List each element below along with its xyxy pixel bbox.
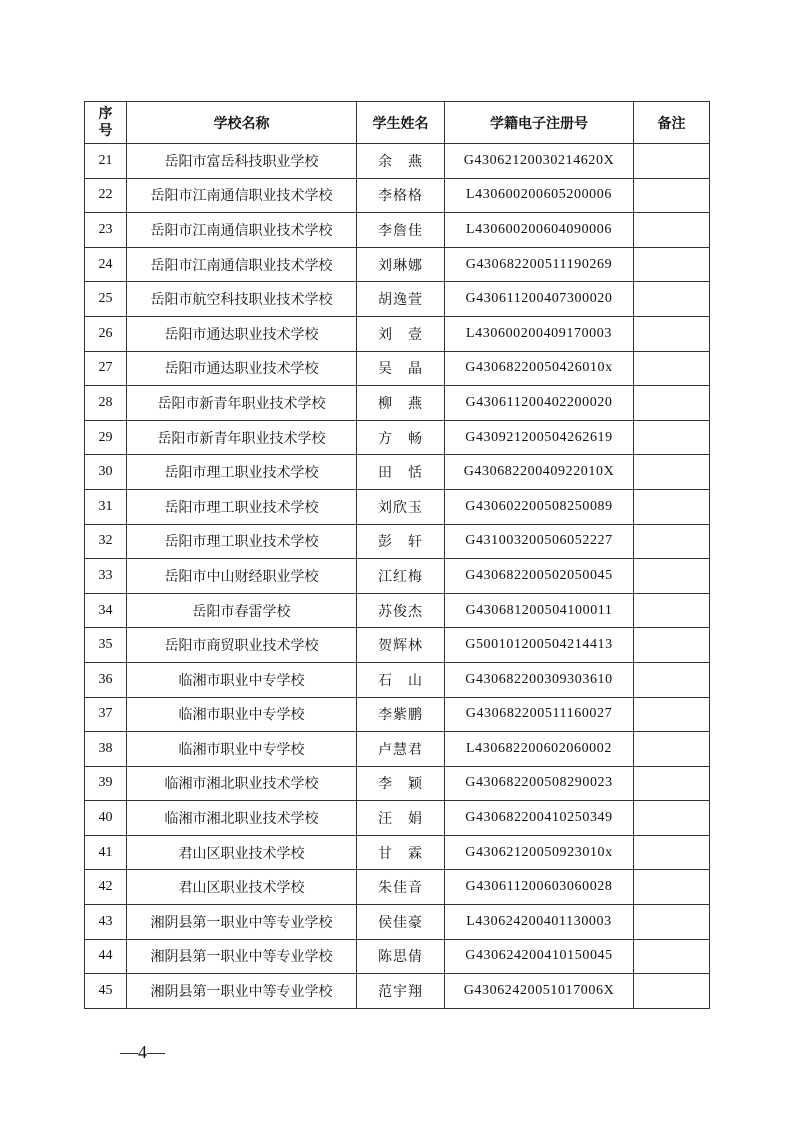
- table-body: [85, 144, 710, 1009]
- cell-school: 岳阳市新青年职业技术学校: [127, 420, 357, 455]
- cell-student-name: 侯佳豪: [357, 905, 445, 940]
- cell-student-name: 刘 壹: [357, 316, 445, 351]
- table-row: [85, 282, 710, 317]
- cell-registration-number: G430921200504262619: [445, 420, 634, 455]
- cell-seq: 25: [85, 282, 127, 317]
- table-row: [85, 213, 710, 248]
- cell-registration-number: G430682200511160027: [445, 697, 634, 732]
- cell-registration-number: G43068220040922010X: [445, 455, 634, 490]
- cell-student-name: 刘琳娜: [357, 247, 445, 282]
- cell-registration-number: G430682200410250349: [445, 801, 634, 836]
- page-number: —4—: [120, 1042, 165, 1062]
- cell-registration-number: G43068220050426010x: [445, 351, 634, 386]
- header-seq: [85, 102, 127, 144]
- cell-school: 岳阳市江南通信职业技术学校: [127, 213, 357, 248]
- cell-seq: 29: [85, 420, 127, 455]
- cell-student-name: 苏俊杰: [357, 593, 445, 628]
- cell-seq: 27: [85, 351, 127, 386]
- cell-seq: 21: [85, 144, 127, 179]
- cell-remark: [634, 905, 710, 940]
- cell-student-name: 李詹佳: [357, 213, 445, 248]
- table-row: [85, 697, 710, 732]
- cell-remark: [634, 455, 710, 490]
- cell-student-name: 李紫鹏: [357, 697, 445, 732]
- cell-registration-number: G430682200502050045: [445, 559, 634, 594]
- cell-registration-number: G43062420051017006X: [445, 974, 634, 1009]
- table-row: [85, 386, 710, 421]
- cell-registration-number: G430682200508290023: [445, 766, 634, 801]
- cell-registration-number: G430611200402200020: [445, 386, 634, 421]
- table-row: [85, 801, 710, 836]
- cell-seq: 41: [85, 835, 127, 870]
- cell-seq: 32: [85, 524, 127, 559]
- header-school: 学校名称: [127, 102, 357, 144]
- cell-remark: [634, 144, 710, 179]
- table-row: [85, 316, 710, 351]
- cell-remark: [634, 697, 710, 732]
- cell-seq: 31: [85, 489, 127, 524]
- cell-seq: 24: [85, 247, 127, 282]
- cell-school: 岳阳市江南通信职业技术学校: [127, 178, 357, 213]
- cell-registration-number: L430600200409170003: [445, 316, 634, 351]
- cell-remark: [634, 386, 710, 421]
- cell-remark: [634, 593, 710, 628]
- table-header: [85, 102, 710, 144]
- header-seq-line1: 序: [98, 105, 113, 122]
- header-seq-line2: 号: [98, 122, 113, 139]
- cell-school: 湘阴县第一职业中等专业学校: [127, 939, 357, 974]
- cell-registration-number: L430682200602060002: [445, 732, 634, 767]
- cell-school: 岳阳市江南通信职业技术学校: [127, 247, 357, 282]
- cell-registration-number: L430600200605200006: [445, 178, 634, 213]
- cell-registration-number: G430611200407300020: [445, 282, 634, 317]
- cell-student-name: 李格格: [357, 178, 445, 213]
- cell-student-name: 吴 晶: [357, 351, 445, 386]
- cell-school: 临湘市职业中专学校: [127, 697, 357, 732]
- table-row: [85, 351, 710, 386]
- cell-registration-number: G43062120030214620X: [445, 144, 634, 179]
- cell-school: 岳阳市理工职业技术学校: [127, 524, 357, 559]
- cell-remark: [634, 974, 710, 1009]
- cell-student-name: 田 恬: [357, 455, 445, 490]
- table-row: [85, 835, 710, 870]
- cell-registration-number: G430602200508250089: [445, 489, 634, 524]
- cell-remark: [634, 835, 710, 870]
- cell-school: 临湘市湘北职业技术学校: [127, 766, 357, 801]
- cell-registration-number: G430624200410150045: [445, 939, 634, 974]
- cell-school: 岳阳市新青年职业技术学校: [127, 386, 357, 421]
- table-row: [85, 905, 710, 940]
- table-row: [85, 144, 710, 179]
- cell-registration-number: G430681200504100011: [445, 593, 634, 628]
- cell-student-name: 范宇翔: [357, 974, 445, 1009]
- cell-seq: 22: [85, 178, 127, 213]
- cell-remark: [634, 766, 710, 801]
- table-row: [85, 420, 710, 455]
- cell-remark: [634, 316, 710, 351]
- cell-school: 临湘市湘北职业技术学校: [127, 801, 357, 836]
- cell-remark: [634, 628, 710, 663]
- cell-school: 岳阳市理工职业技术学校: [127, 455, 357, 490]
- cell-remark: [634, 489, 710, 524]
- cell-remark: [634, 247, 710, 282]
- cell-seq: 23: [85, 213, 127, 248]
- header-student-name: 学生姓名: [357, 102, 445, 144]
- table-row: [85, 489, 710, 524]
- cell-remark: [634, 939, 710, 974]
- cell-remark: [634, 870, 710, 905]
- cell-seq: 28: [85, 386, 127, 421]
- cell-remark: [634, 732, 710, 767]
- table-row: [85, 628, 710, 663]
- cell-student-name: 石 山: [357, 662, 445, 697]
- cell-school: 君山区职业技术学校: [127, 870, 357, 905]
- cell-student-name: 卢慧君: [357, 732, 445, 767]
- cell-registration-number: G43062120050923010x: [445, 835, 634, 870]
- cell-seq: 42: [85, 870, 127, 905]
- cell-seq: 33: [85, 559, 127, 594]
- cell-school: 临湘市职业中专学校: [127, 662, 357, 697]
- cell-seq: 36: [85, 662, 127, 697]
- cell-school: 岳阳市理工职业技术学校: [127, 489, 357, 524]
- table-row: [85, 766, 710, 801]
- cell-school: 岳阳市航空科技职业技术学校: [127, 282, 357, 317]
- cell-registration-number: L430600200604090006: [445, 213, 634, 248]
- table-row: [85, 939, 710, 974]
- cell-student-name: 朱佳音: [357, 870, 445, 905]
- table-row: [85, 524, 710, 559]
- cell-student-name: 李 颖: [357, 766, 445, 801]
- cell-student-name: 陈思倩: [357, 939, 445, 974]
- table-row: [85, 247, 710, 282]
- cell-school: 湘阴县第一职业中等专业学校: [127, 974, 357, 1009]
- header-remark: 备注: [634, 102, 710, 144]
- cell-remark: [634, 351, 710, 386]
- cell-student-name: 贺辉林: [357, 628, 445, 663]
- cell-registration-number: L430624200401130003: [445, 905, 634, 940]
- cell-seq: 38: [85, 732, 127, 767]
- cell-school: 岳阳市春雷学校: [127, 593, 357, 628]
- cell-remark: [634, 524, 710, 559]
- cell-school: 君山区职业技术学校: [127, 835, 357, 870]
- table-row: [85, 662, 710, 697]
- cell-seq: 40: [85, 801, 127, 836]
- cell-school: 岳阳市商贸职业技术学校: [127, 628, 357, 663]
- cell-school: 岳阳市富岳科技职业学校: [127, 144, 357, 179]
- cell-student-name: 甘 霖: [357, 835, 445, 870]
- cell-seq: 45: [85, 974, 127, 1009]
- cell-student-name: 柳 燕: [357, 386, 445, 421]
- table-row: [85, 559, 710, 594]
- cell-seq: 26: [85, 316, 127, 351]
- table-row: [85, 732, 710, 767]
- cell-registration-number: G430682200309303610: [445, 662, 634, 697]
- cell-student-name: 方 畅: [357, 420, 445, 455]
- table-row: [85, 455, 710, 490]
- cell-seq: 39: [85, 766, 127, 801]
- student-roster-table: [84, 101, 710, 1009]
- header-row: [85, 102, 710, 144]
- cell-seq: 35: [85, 628, 127, 663]
- cell-remark: [634, 178, 710, 213]
- cell-registration-number: G430682200511190269: [445, 247, 634, 282]
- cell-student-name: 刘欣玉: [357, 489, 445, 524]
- cell-seq: 37: [85, 697, 127, 732]
- cell-registration-number: G500101200504214413: [445, 628, 634, 663]
- table-row: [85, 178, 710, 213]
- cell-school: 岳阳市通达职业技术学校: [127, 351, 357, 386]
- table-row: [85, 870, 710, 905]
- header-registration-number: 学籍电子注册号: [445, 102, 634, 144]
- cell-student-name: 汪 娟: [357, 801, 445, 836]
- cell-remark: [634, 213, 710, 248]
- cell-remark: [634, 559, 710, 594]
- cell-school: 岳阳市通达职业技术学校: [127, 316, 357, 351]
- cell-registration-number: G431003200506052227: [445, 524, 634, 559]
- cell-seq: 30: [85, 455, 127, 490]
- cell-remark: [634, 282, 710, 317]
- cell-seq: 34: [85, 593, 127, 628]
- cell-seq: 43: [85, 905, 127, 940]
- cell-registration-number: G430611200603060028: [445, 870, 634, 905]
- cell-student-name: 江红梅: [357, 559, 445, 594]
- table-row: [85, 974, 710, 1009]
- table-row: [85, 593, 710, 628]
- cell-remark: [634, 420, 710, 455]
- cell-remark: [634, 801, 710, 836]
- cell-remark: [634, 662, 710, 697]
- cell-school: 岳阳市中山财经职业学校: [127, 559, 357, 594]
- cell-student-name: 彭 轩: [357, 524, 445, 559]
- cell-student-name: 胡逸萱: [357, 282, 445, 317]
- cell-school: 临湘市职业中专学校: [127, 732, 357, 767]
- cell-student-name: 余 燕: [357, 144, 445, 179]
- cell-school: 湘阴县第一职业中等专业学校: [127, 905, 357, 940]
- cell-seq: 44: [85, 939, 127, 974]
